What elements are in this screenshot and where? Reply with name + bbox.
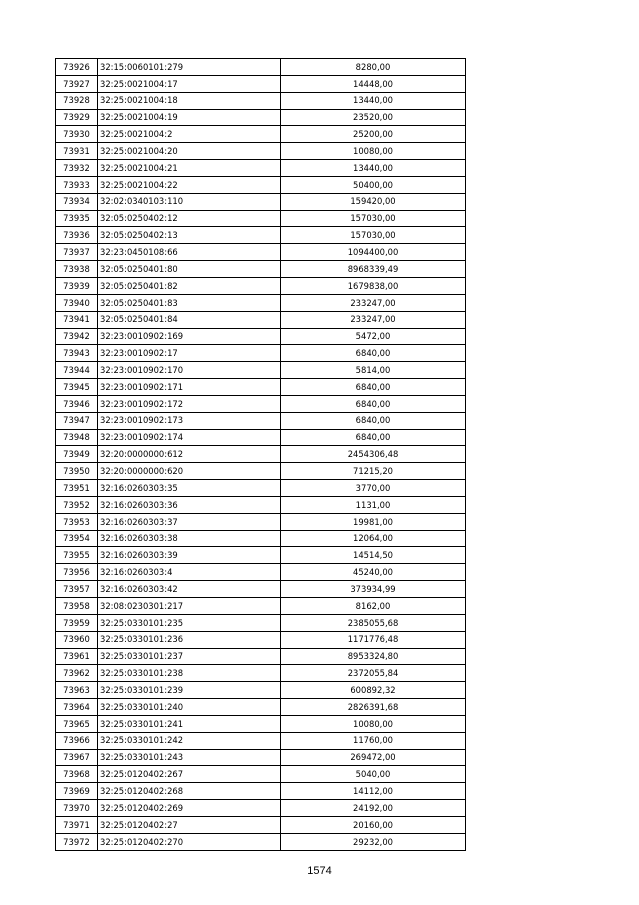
value-cell: 20160,00: [281, 816, 466, 833]
row-number-cell: 73941: [56, 311, 98, 328]
value-cell: 6840,00: [281, 429, 466, 446]
value-cell: 13440,00: [281, 160, 466, 177]
row-number-cell: 73966: [56, 732, 98, 749]
row-number-cell: 73948: [56, 429, 98, 446]
table-row: [56, 480, 466, 497]
cadastral-number-cell: 32:23:0010902:171: [98, 379, 281, 396]
row-number-cell: 73962: [56, 665, 98, 682]
value-cell: 1094400,00: [281, 244, 466, 261]
row-number-cell: 73928: [56, 92, 98, 109]
row-number-cell: 73968: [56, 766, 98, 783]
page-number: 1574: [307, 865, 332, 877]
row-number-cell: 73931: [56, 143, 98, 160]
cadastral-number-cell: 32:25:0330101:240: [98, 699, 281, 716]
cadastral-number-cell: 32:23:0450108:66: [98, 244, 281, 261]
row-number-cell: 73949: [56, 446, 98, 463]
row-number-cell: 73947: [56, 412, 98, 429]
row-number-cell: 73963: [56, 682, 98, 699]
cadastral-number-cell: 32:25:0330101:243: [98, 749, 281, 766]
table-row: [56, 379, 466, 396]
cadastral-number-cell: 32:25:0120402:268: [98, 783, 281, 800]
row-number-cell: 73934: [56, 193, 98, 210]
cadastral-number-cell: 32:16:0260303:36: [98, 496, 281, 513]
value-cell: 10080,00: [281, 715, 466, 732]
table-row: [56, 395, 466, 412]
row-number-cell: 73950: [56, 463, 98, 480]
value-cell: 25200,00: [281, 126, 466, 143]
table-row: [56, 160, 466, 177]
cadastral-number-cell: 32:16:0260303:42: [98, 581, 281, 598]
value-cell: 13440,00: [281, 92, 466, 109]
row-number-cell: 73969: [56, 783, 98, 800]
value-cell: 8953324,80: [281, 648, 466, 665]
table-row: [56, 631, 466, 648]
value-cell: 2385055,68: [281, 614, 466, 631]
value-cell: 159420,00: [281, 193, 466, 210]
value-cell: 3770,00: [281, 480, 466, 497]
value-cell: 14112,00: [281, 783, 466, 800]
table-row: [56, 311, 466, 328]
table-row: [56, 143, 466, 160]
table-row: [56, 513, 466, 530]
value-cell: 50400,00: [281, 176, 466, 193]
row-number-cell: 73971: [56, 816, 98, 833]
table-row: [56, 800, 466, 817]
cadastral-number-cell: 32:25:0021004:17: [98, 75, 281, 92]
table-row: [56, 598, 466, 615]
table-row: [56, 210, 466, 227]
row-number-cell: 73972: [56, 833, 98, 850]
table-row: [56, 496, 466, 513]
cadastral-number-cell: 32:25:0330101:241: [98, 715, 281, 732]
row-number-cell: 73970: [56, 800, 98, 817]
value-cell: 19981,00: [281, 513, 466, 530]
row-number-cell: 73939: [56, 277, 98, 294]
table-row: [56, 783, 466, 800]
row-number-cell: 73954: [56, 530, 98, 547]
cadastral-number-cell: 32:20:0000000:620: [98, 463, 281, 480]
row-number-cell: 73953: [56, 513, 98, 530]
row-number-cell: 73926: [56, 59, 98, 76]
cadastral-number-cell: 32:05:0250401:83: [98, 294, 281, 311]
table-row: [56, 75, 466, 92]
table-row: [56, 732, 466, 749]
table-row: [56, 749, 466, 766]
cadastral-number-cell: 32:25:0021004:20: [98, 143, 281, 160]
cadastral-number-cell: 32:25:0021004:19: [98, 109, 281, 126]
table-row: [56, 699, 466, 716]
table-row: [56, 564, 466, 581]
value-cell: 157030,00: [281, 210, 466, 227]
row-number-cell: 73957: [56, 581, 98, 598]
cadastral-number-cell: 32:25:0021004:21: [98, 160, 281, 177]
cadastral-number-cell: 32:25:0330101:242: [98, 732, 281, 749]
value-cell: 1131,00: [281, 496, 466, 513]
cadastral-number-cell: 32:23:0010902:174: [98, 429, 281, 446]
row-number-cell: 73956: [56, 564, 98, 581]
cadastral-number-cell: 32:02:0340103:110: [98, 193, 281, 210]
cadastral-number-cell: 32:23:0010902:172: [98, 395, 281, 412]
cadastral-number-cell: 32:16:0260303:35: [98, 480, 281, 497]
value-cell: 5814,00: [281, 362, 466, 379]
cadastral-number-cell: 32:16:0260303:39: [98, 547, 281, 564]
table-row: [56, 244, 466, 261]
value-cell: 12064,00: [281, 530, 466, 547]
table-row: [56, 277, 466, 294]
row-number-cell: 73927: [56, 75, 98, 92]
table-body: [56, 59, 466, 851]
row-number-cell: 73940: [56, 294, 98, 311]
table-row: [56, 547, 466, 564]
row-number-cell: 73945: [56, 379, 98, 396]
cadastral-number-cell: 32:25:0330101:239: [98, 682, 281, 699]
value-cell: 29232,00: [281, 833, 466, 850]
row-number-cell: 73965: [56, 715, 98, 732]
table-row: [56, 715, 466, 732]
value-cell: 6840,00: [281, 412, 466, 429]
row-number-cell: 73943: [56, 345, 98, 362]
cadastral-number-cell: 32:05:0250402:13: [98, 227, 281, 244]
table-row: [56, 294, 466, 311]
table-row: [56, 126, 466, 143]
cadastral-number-cell: 32:25:0330101:236: [98, 631, 281, 648]
table-row: [56, 429, 466, 446]
cadastral-number-cell: 32:25:0120402:27: [98, 816, 281, 833]
value-cell: 1171776,48: [281, 631, 466, 648]
value-cell: 10080,00: [281, 143, 466, 160]
table-row: [56, 59, 466, 76]
cadastral-number-cell: 32:23:0010902:17: [98, 345, 281, 362]
cadastral-number-cell: 32:23:0010902:173: [98, 412, 281, 429]
cadastral-number-cell: 32:25:0021004:2: [98, 126, 281, 143]
cadastral-number-cell: 32:23:0010902:169: [98, 328, 281, 345]
cadastral-number-cell: 32:05:0250401:84: [98, 311, 281, 328]
row-number-cell: 73937: [56, 244, 98, 261]
cadastral-number-cell: 32:25:0120402:269: [98, 800, 281, 817]
value-cell: 71215,20: [281, 463, 466, 480]
table-row: [56, 581, 466, 598]
table-row: [56, 261, 466, 278]
row-number-cell: 73959: [56, 614, 98, 631]
value-cell: 269472,00: [281, 749, 466, 766]
table-row: [56, 176, 466, 193]
cadastral-table: [55, 58, 466, 851]
table-row: [56, 682, 466, 699]
row-number-cell: 73929: [56, 109, 98, 126]
table-row: [56, 648, 466, 665]
table-row: [56, 766, 466, 783]
cadastral-number-cell: 32:25:0021004:22: [98, 176, 281, 193]
value-cell: 600892,32: [281, 682, 466, 699]
value-cell: 8162,00: [281, 598, 466, 615]
value-cell: 5040,00: [281, 766, 466, 783]
value-cell: 8968339,49: [281, 261, 466, 278]
value-cell: 24192,00: [281, 800, 466, 817]
value-cell: 373934,99: [281, 581, 466, 598]
table-row: [56, 362, 466, 379]
row-number-cell: 73930: [56, 126, 98, 143]
value-cell: 233247,00: [281, 294, 466, 311]
row-number-cell: 73933: [56, 176, 98, 193]
value-cell: 8280,00: [281, 59, 466, 76]
cadastral-number-cell: 32:05:0250401:80: [98, 261, 281, 278]
cadastral-number-cell: 32:16:0260303:4: [98, 564, 281, 581]
table-row: [56, 92, 466, 109]
value-cell: 5472,00: [281, 328, 466, 345]
cadastral-number-cell: 32:05:0250401:82: [98, 277, 281, 294]
row-number-cell: 73952: [56, 496, 98, 513]
table-row: [56, 833, 466, 850]
value-cell: 23520,00: [281, 109, 466, 126]
cadastral-number-cell: 32:25:0330101:237: [98, 648, 281, 665]
row-number-cell: 73955: [56, 547, 98, 564]
cadastral-number-cell: 32:25:0330101:238: [98, 665, 281, 682]
cadastral-number-cell: 32:16:0260303:38: [98, 530, 281, 547]
cadastral-number-cell: 32:05:0250402:12: [98, 210, 281, 227]
row-number-cell: 73961: [56, 648, 98, 665]
cadastral-number-cell: 32:25:0120402:267: [98, 766, 281, 783]
cadastral-number-cell: 32:25:0330101:235: [98, 614, 281, 631]
cadastral-number-cell: 32:20:0000000:612: [98, 446, 281, 463]
row-number-cell: 73938: [56, 261, 98, 278]
value-cell: 157030,00: [281, 227, 466, 244]
table-row: [56, 530, 466, 547]
table-row: [56, 109, 466, 126]
value-cell: 1679838,00: [281, 277, 466, 294]
row-number-cell: 73946: [56, 395, 98, 412]
row-number-cell: 73932: [56, 160, 98, 177]
cadastral-number-cell: 32:08:0230301:217: [98, 598, 281, 615]
value-cell: 14514,50: [281, 547, 466, 564]
value-cell: 14448,00: [281, 75, 466, 92]
table-row: [56, 193, 466, 210]
table-row: [56, 614, 466, 631]
table-row: [56, 463, 466, 480]
row-number-cell: 73951: [56, 480, 98, 497]
value-cell: 6840,00: [281, 345, 466, 362]
table-row: [56, 345, 466, 362]
value-cell: 233247,00: [281, 311, 466, 328]
row-number-cell: 73960: [56, 631, 98, 648]
row-number-cell: 73944: [56, 362, 98, 379]
value-cell: 45240,00: [281, 564, 466, 581]
table-row: [56, 446, 466, 463]
value-cell: 6840,00: [281, 395, 466, 412]
table-row: [56, 665, 466, 682]
table-row: [56, 227, 466, 244]
row-number-cell: 73942: [56, 328, 98, 345]
table-row: [56, 412, 466, 429]
cadastral-number-cell: 32:25:0120402:270: [98, 833, 281, 850]
table-row: [56, 328, 466, 345]
value-cell: 2454306,48: [281, 446, 466, 463]
row-number-cell: 73935: [56, 210, 98, 227]
value-cell: 11760,00: [281, 732, 466, 749]
row-number-cell: 73964: [56, 699, 98, 716]
row-number-cell: 73958: [56, 598, 98, 615]
value-cell: 2372055,84: [281, 665, 466, 682]
cadastral-number-cell: 32:15:0060101:279: [98, 59, 281, 76]
value-cell: 6840,00: [281, 379, 466, 396]
row-number-cell: 73967: [56, 749, 98, 766]
cadastral-number-cell: 32:23:0010902:170: [98, 362, 281, 379]
table-row: [56, 816, 466, 833]
cadastral-number-cell: 32:16:0260303:37: [98, 513, 281, 530]
cadastral-number-cell: 32:25:0021004:18: [98, 92, 281, 109]
row-number-cell: 73936: [56, 227, 98, 244]
value-cell: 2826391,68: [281, 699, 466, 716]
